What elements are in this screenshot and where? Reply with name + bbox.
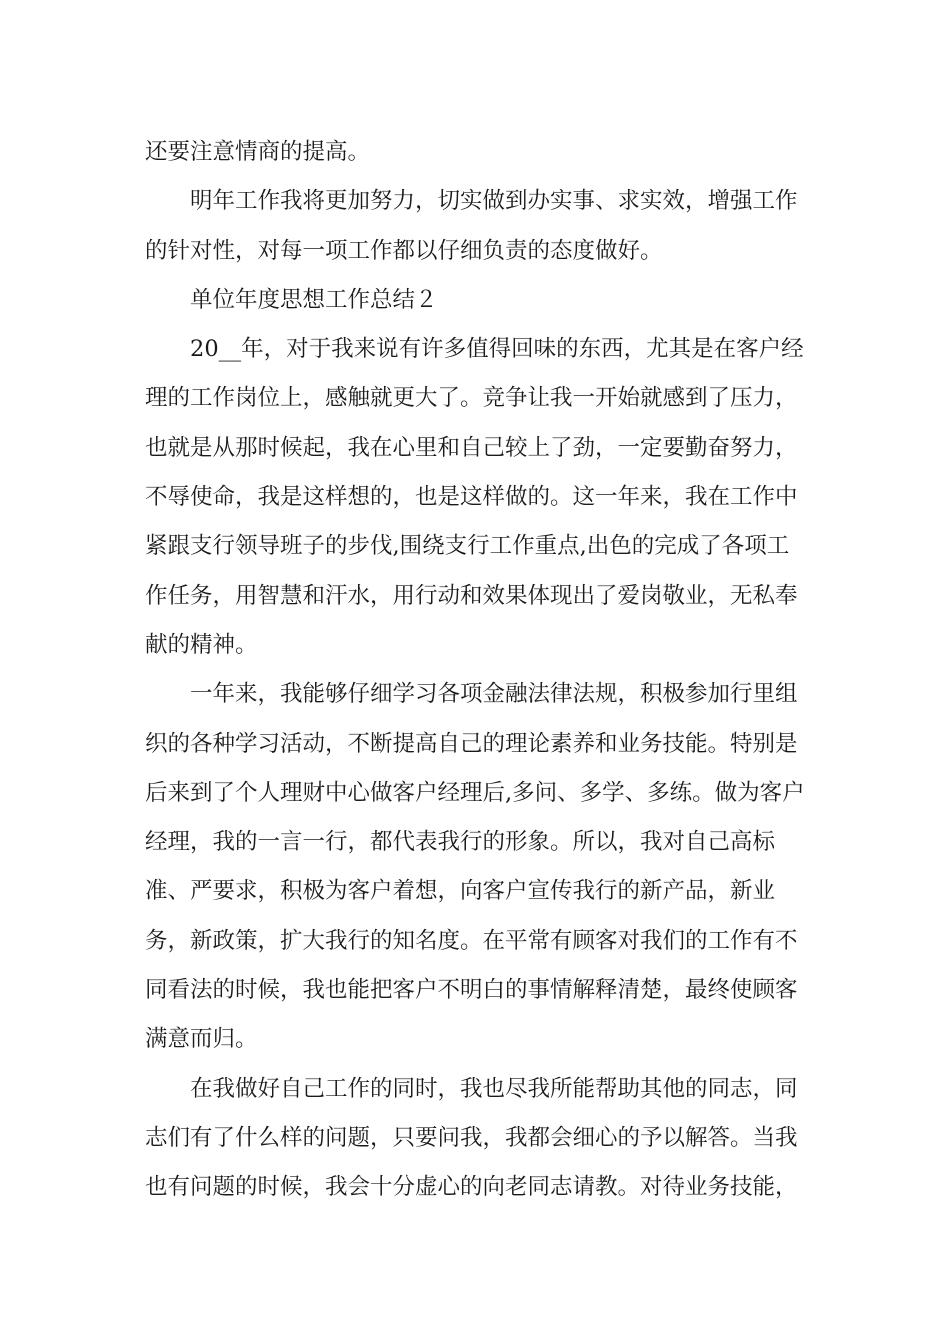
document-body bbox=[145, 128, 810, 1213]
paragraph-continuation: 还要注意情商的提高。 bbox=[145, 139, 371, 165]
paragraph-next-year-plan: 明年工作我将更加努力，切实做到办实事、求实效，增强工作的针对性，对每一项工作都以仔细负责的态度做好。 bbox=[145, 188, 798, 264]
section-heading: 单位年度思想工作总结２ bbox=[190, 286, 438, 313]
paragraph-learning: 一年来，我能够仔细学习各项金融法律法规，积极参加行里组织的各种学习活动，不断提高自己的理论素养和业务技能。特别是后来到了个人理财中心做客户经理后,多问、多学、多练。做为客户经理，我的一言一行，都代表我行的形象。所以，我对自己高标准、严要求，积极为客户着想，向客户宣传我行的新产品，新业务，新政策，扩大我行的知名度。在平常有顾客对我们的工作有不同看法的时候，我也能把客户不明白的事情解释清楚，最终使顾客满意而归。 bbox=[145, 681, 805, 1053]
paragraph-intro: 20__年，对于我来说有许多值得回味的东西，尤其是在客户经理的工作岗位上，感触就更大了。竞争让我一开始就感到了压力，也就是从那时候起，我在心里和自己较上了劲，一定要勤奋努力，不辱使命，我是这样想的，也是这样做的。这一年来，我在工作中紧跟支行领导班子的步伐,围绕支行工作重点,出色的完成了各项工作任务，用智慧和汗水，用行动和效果体现出了爱岗敬业，无私奉献的精神。 bbox=[145, 336, 804, 658]
paragraph-helping-colleagues: 在我做好自己工作的同时，我也尽我所能帮助其他的同志，同志们有了什么样的问题，只要问我，我都会细心的予以解答。当我也有问题的时候，我会十分虚心的向老同志请教。对待业务技能， bbox=[145, 1075, 798, 1201]
